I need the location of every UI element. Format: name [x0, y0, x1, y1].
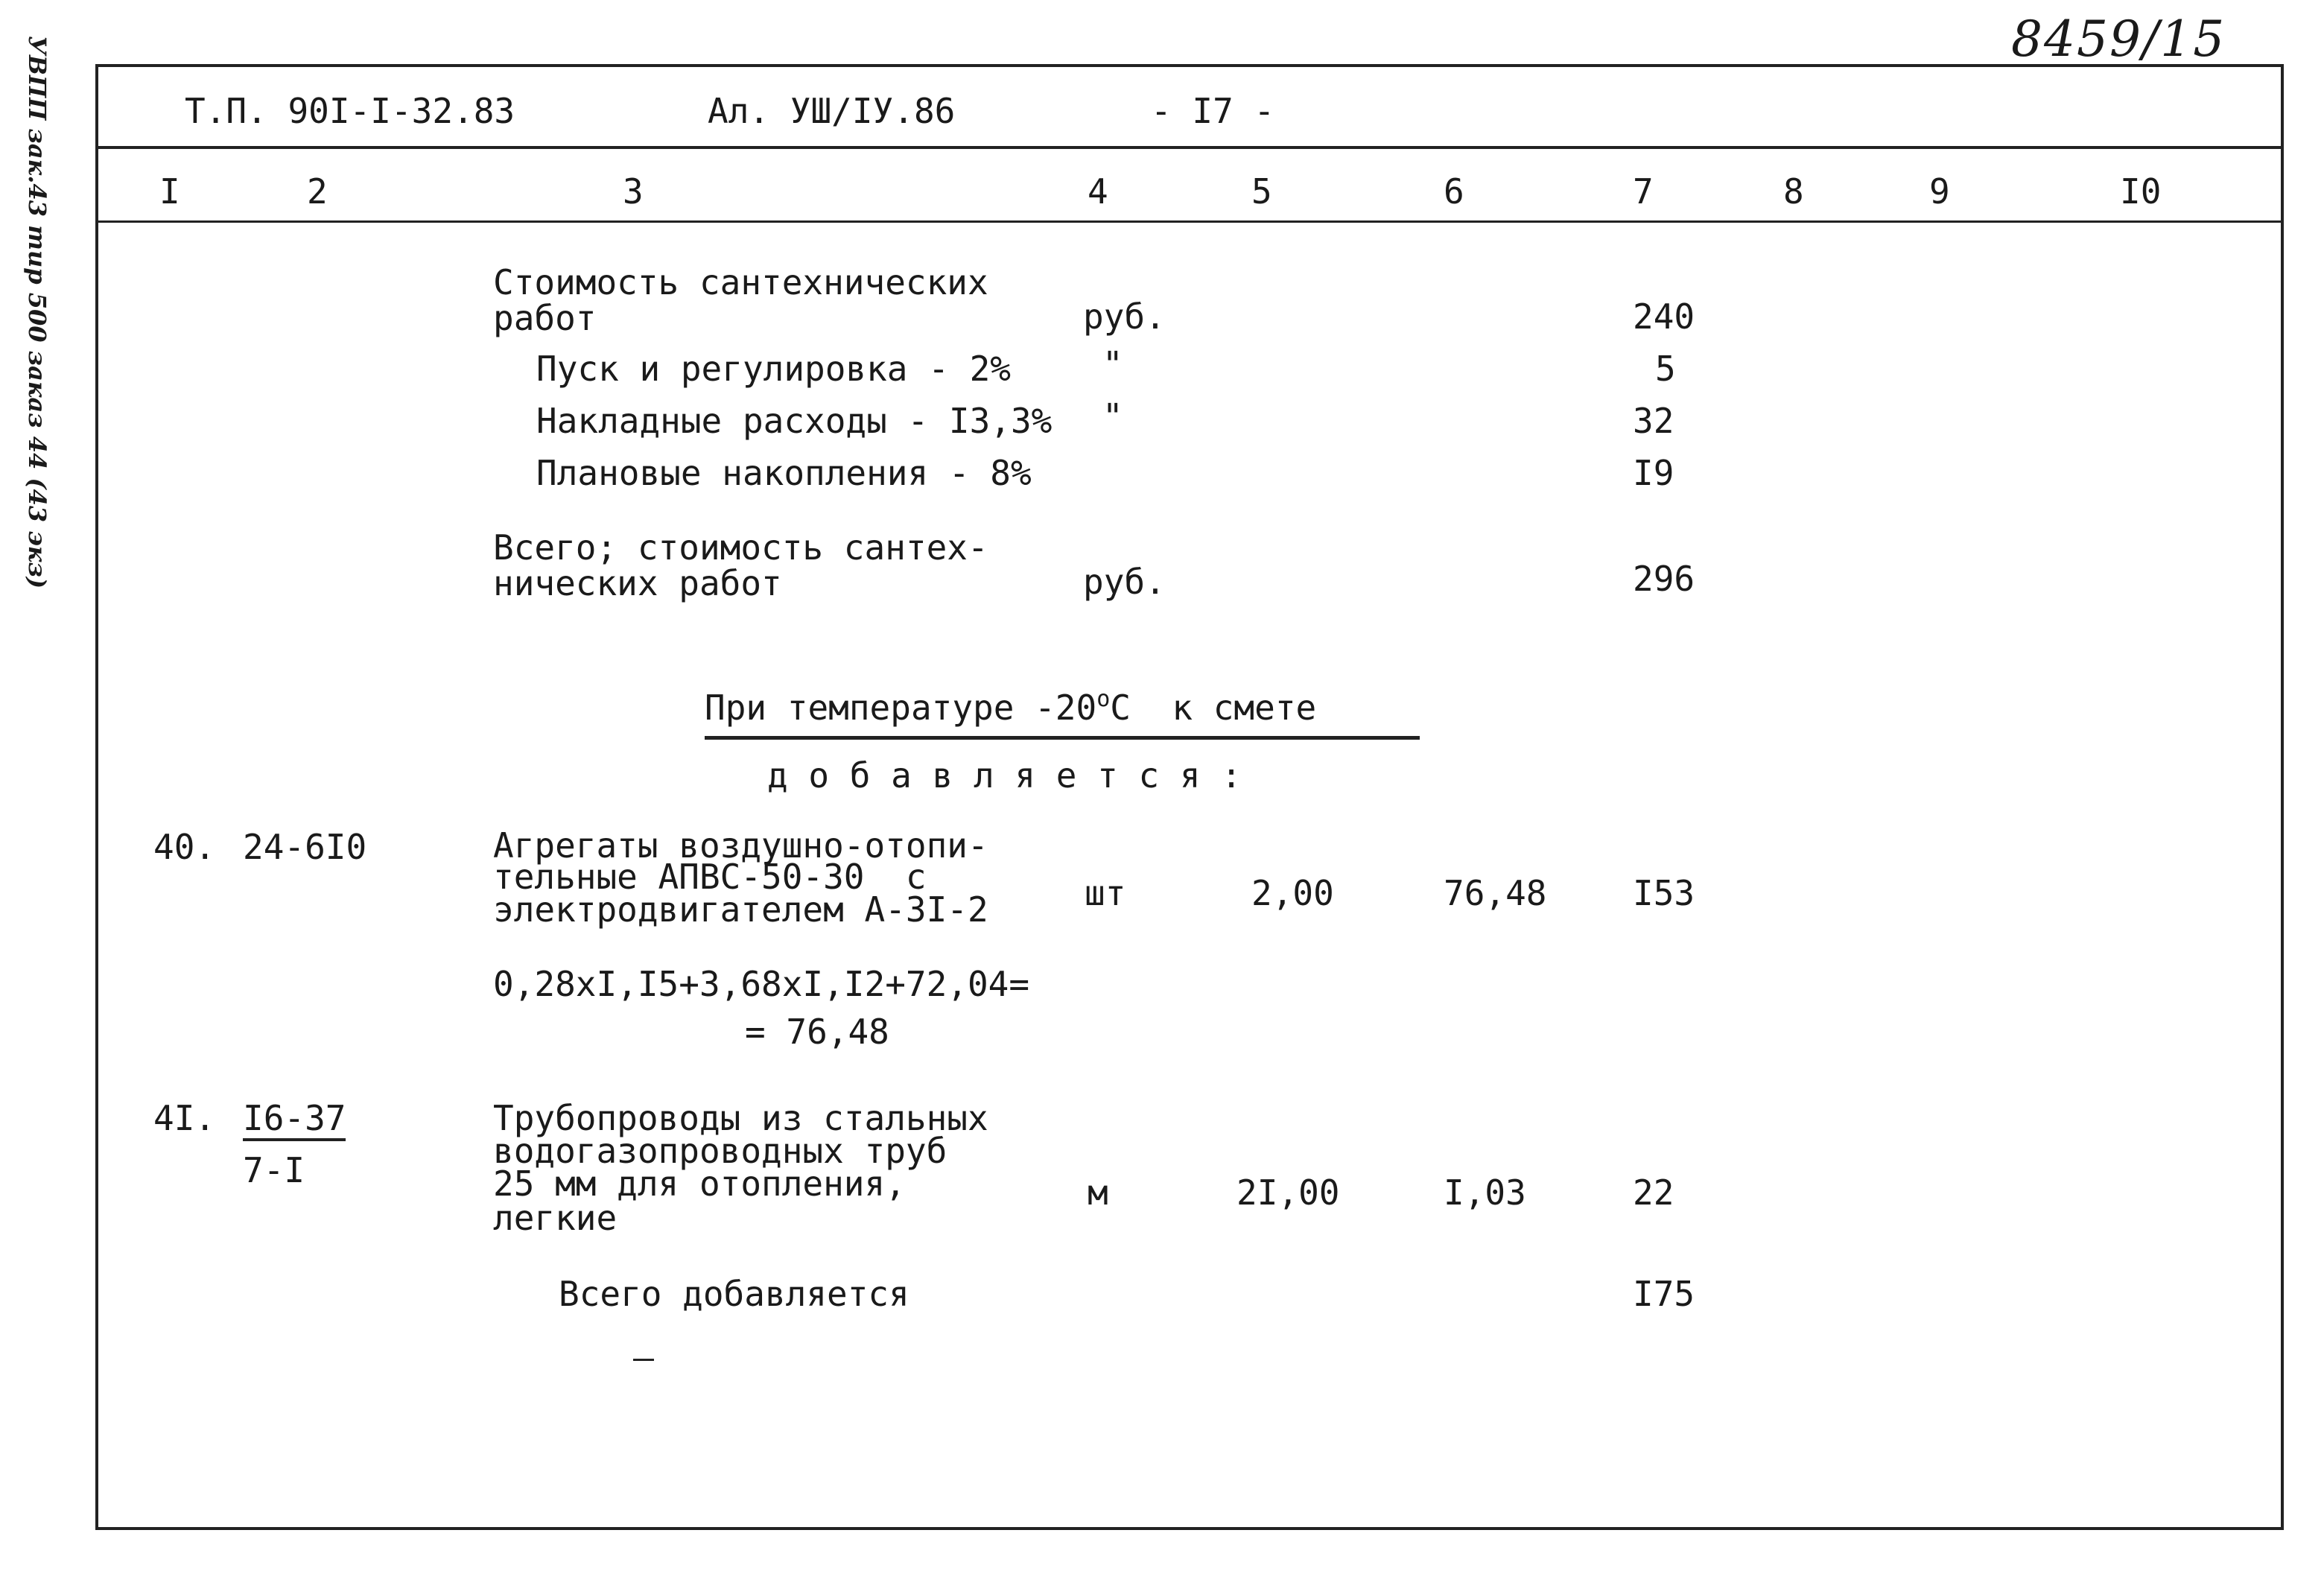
- sub-item-value: 5: [1655, 349, 1676, 389]
- item-unit: м: [1088, 1172, 1108, 1213]
- item-price: 76,48: [1444, 873, 1547, 913]
- section-heading-underline: [705, 736, 1420, 740]
- sub-item-value: I9: [1633, 453, 1674, 493]
- col-number: 3: [623, 171, 644, 212]
- album-code: Ал. УШ/IУ.86: [708, 91, 956, 131]
- total-added-value: I75: [1633, 1274, 1695, 1314]
- block-title-line2: работ: [493, 298, 597, 338]
- item-price: I,03: [1444, 1172, 1526, 1213]
- sub-item-unit: ": [1102, 344, 1123, 384]
- item-desc-line: 25 мм для отопления,: [493, 1164, 906, 1204]
- sub-item-label: Пуск и регулировка - 2%: [536, 349, 1011, 389]
- page-number: - I7 -: [1151, 91, 1275, 131]
- col-number: 4: [1088, 171, 1108, 212]
- archive-number: 8459/15: [2011, 10, 2226, 68]
- column-number-divider: [95, 220, 2281, 223]
- block-total-line1: Всего; стоимость сантех-: [493, 527, 988, 568]
- block-total-unit: руб.: [1083, 562, 1166, 602]
- item-code: I6-37: [243, 1099, 346, 1141]
- col-number: 2: [307, 171, 328, 212]
- sub-item-value: 32: [1633, 401, 1674, 441]
- col-number: 7: [1633, 171, 1654, 212]
- project-code: Т.П. 90I-I-32.83: [185, 91, 515, 131]
- item-formula-line: 0,28хI,I5+3,68хI,I2+72,04=: [493, 964, 1030, 1004]
- col-number: 8: [1783, 171, 1804, 212]
- header-divider: [95, 146, 2281, 149]
- item-desc-line: водогазопроводных труб: [493, 1131, 947, 1171]
- item-quantity: 2,00: [1251, 873, 1334, 913]
- block-title-line1: Стоимость сантехнических: [493, 262, 988, 302]
- item-quantity: 2I,00: [1236, 1172, 1340, 1213]
- item-cost: 22: [1633, 1172, 1674, 1213]
- sub-item-unit: ": [1102, 396, 1123, 437]
- sub-item-label: Плановые накопления - 8%: [536, 453, 1032, 493]
- block-value: 240: [1633, 296, 1695, 337]
- total-added-label: Всего добавляется: [559, 1274, 909, 1314]
- item-desc-line: электродвигателем А-3I-2: [493, 889, 988, 930]
- col-number: I0: [2120, 171, 2162, 212]
- item-code: 24-6I0: [243, 827, 367, 867]
- stray-mark: [633, 1359, 654, 1361]
- col-number: 5: [1251, 171, 1272, 212]
- section-heading-line2: д о б а в л я е т с я :: [767, 755, 1242, 796]
- item-desc-line: Агрегаты воздушно-отопи-: [493, 825, 988, 866]
- item-number: 4I.: [153, 1098, 216, 1138]
- item-cost: I53: [1633, 873, 1695, 913]
- sub-item-label: Накладные расходы - I3,3%: [536, 401, 1053, 441]
- item-number: 40.: [153, 827, 216, 867]
- block-total-value: 296: [1633, 559, 1695, 599]
- item-desc-line: легкие: [493, 1198, 617, 1238]
- margin-stamp: УВПП зак.43 тир 500 заказ 44 (43 экз): [23, 35, 51, 589]
- col-number: 6: [1444, 171, 1464, 212]
- item-desc-line: тельные АПВС-50-30 с: [493, 857, 927, 897]
- page-frame: [95, 64, 2284, 1530]
- item-desc-line: Трубопроводы из стальных: [493, 1098, 988, 1138]
- col-number: I: [159, 171, 180, 212]
- block-unit: руб.: [1083, 296, 1166, 337]
- section-heading: При температуре $-20^оС$ к смете: [705, 686, 1317, 728]
- item-formula-line: = 76,48: [745, 1012, 889, 1052]
- item-code-secondary: 7-I: [243, 1150, 305, 1190]
- item-unit: шт: [1085, 873, 1126, 913]
- block-total-line2: нических работ: [493, 563, 782, 603]
- col-number: 9: [1929, 171, 1950, 212]
